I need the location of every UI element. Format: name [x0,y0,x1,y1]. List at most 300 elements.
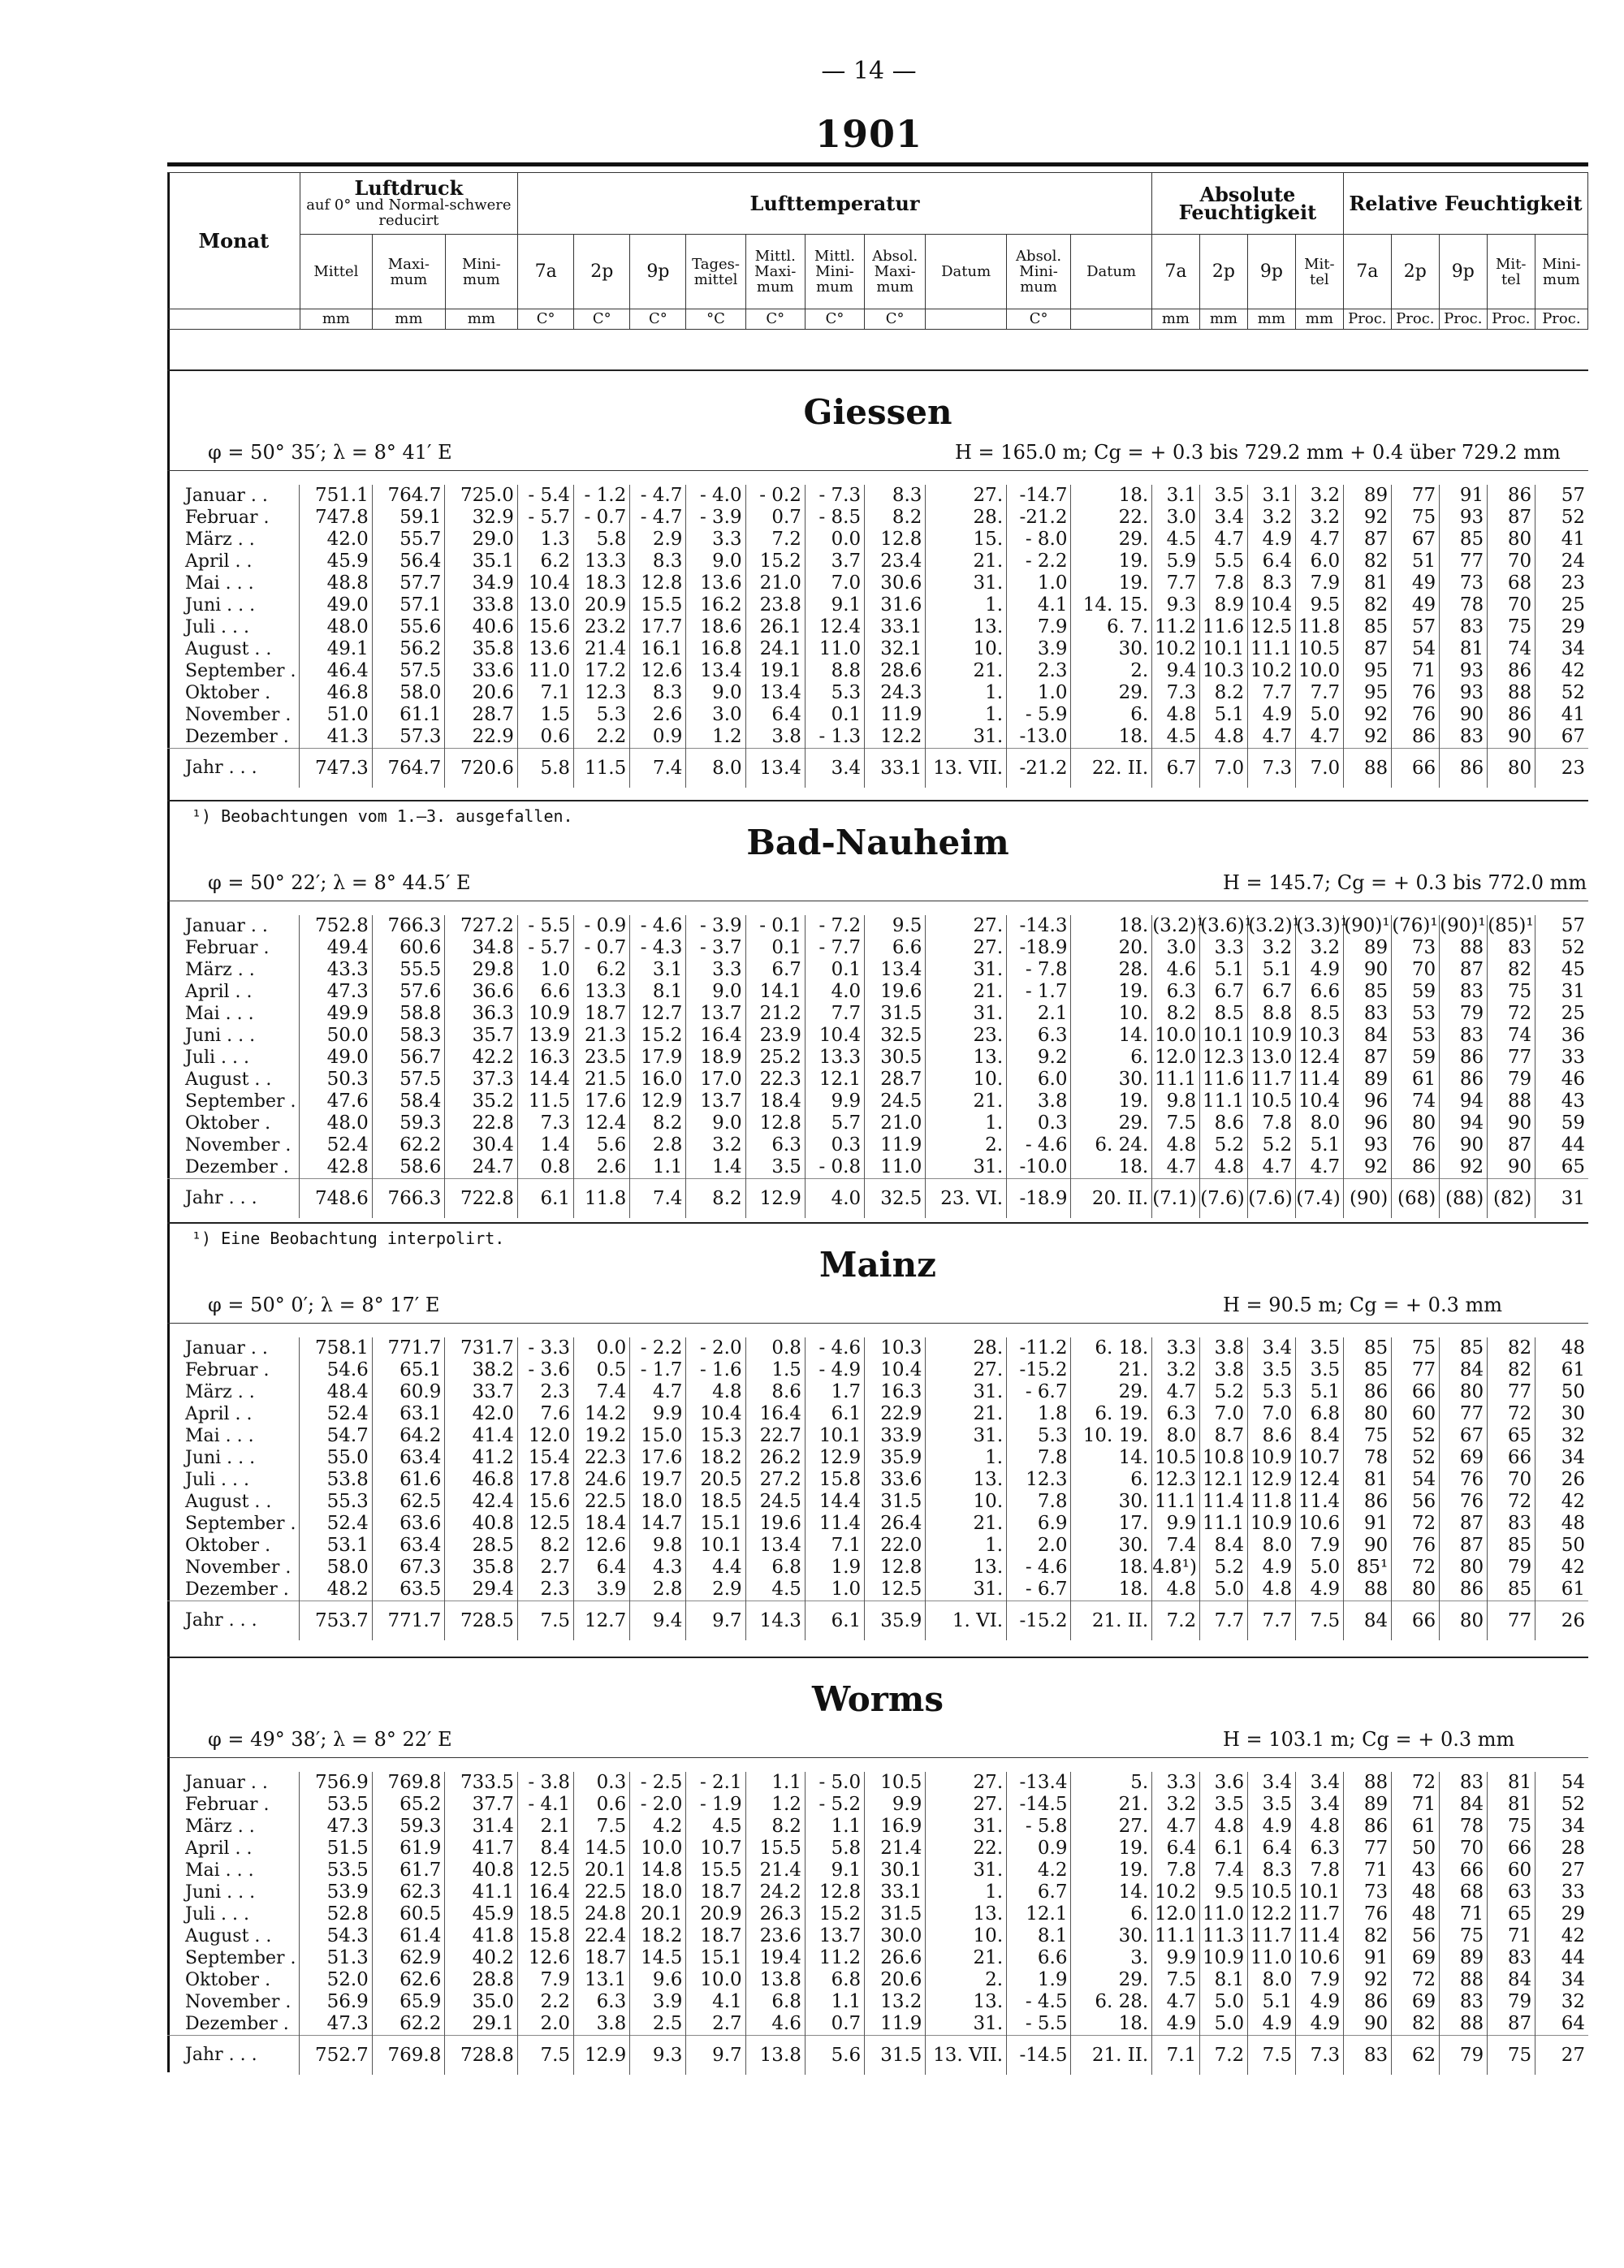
cell-18: 76 [1344,1903,1392,1925]
cell-16: 10.4 [1248,594,1296,616]
cell-11: 13. VII. [926,2036,1007,2076]
cell-16: 3.1 [1248,485,1296,507]
cell-12: 4.1 [1007,594,1071,616]
cell-7: 10.7 [686,1838,745,1860]
cell-21: 79 [1488,1991,1535,2013]
cell-18: 81 [1344,572,1392,594]
cell-19: 73 [1392,937,1440,959]
cell-21: 87 [1488,507,1535,529]
header-col-6: Tages-mittel [686,235,745,309]
cell-12: 8.1 [1007,1925,1071,1947]
cell-21: 82 [1488,1337,1535,1359]
year-total-row [167,1179,1588,1219]
cell-8: 1.5 [745,1359,805,1381]
cell-13: 30. [1071,638,1152,660]
cell-17: 4.9 [1296,959,1344,981]
cell-10: 28.7 [865,1069,926,1091]
cell-19: 80 [1392,1112,1440,1134]
cell-11: 27. [926,1794,1007,1816]
cell-1: 55.3 [300,1491,373,1513]
cell-22: 46 [1535,1069,1588,1091]
cell-16: 8.0 [1248,1535,1296,1557]
cell-9: 12.9 [805,1447,864,1469]
cell-3: 720.6 [445,749,518,788]
cell-10: 33.1 [865,616,926,638]
cell-6: 17.7 [630,616,686,638]
cell-3: 728.8 [445,2036,518,2076]
cell-21: 72 [1488,1403,1535,1425]
cell-10: 12.8 [865,1557,926,1579]
cell-14: 9.3 [1152,594,1200,616]
cell-20: 91 [1440,485,1488,507]
cell-3: 28.5 [445,1535,518,1557]
cell-12: -21.2 [1007,749,1071,788]
cell-5: 22.5 [574,1491,630,1513]
cell-7: 16.8 [686,638,745,660]
cell-22: 52 [1535,507,1588,529]
cell-6: 0.9 [630,726,686,749]
station-height-info: H = 165.0 m; Cg = + 0.3 bis 729.2 mm + 0.4 über 729.2 mm [955,441,1561,464]
cell-21: 75 [1488,1816,1535,1838]
cell-5: 20.9 [574,594,630,616]
cell-13: 29. [1071,1381,1152,1403]
station-height-info: H = 90.5 m; Cg = + 0.3 mm [1223,1294,1502,1316]
cell-12: -11.2 [1007,1337,1071,1359]
cell-7: 3.0 [686,704,745,726]
cell-15: 5.1 [1200,959,1248,981]
cell-7: 10.4 [686,1403,745,1425]
cell-8: 1.1 [745,1772,805,1794]
cell-6: 9.3 [630,2036,686,2076]
cell-9: 0.0 [805,529,864,551]
month-row [167,1991,1588,2013]
cell-10: 21.4 [865,1838,926,1860]
cell-8: 26.1 [745,616,805,638]
cell-10: 11.0 [865,1156,926,1179]
cell-14: 4.7 [1152,1816,1200,1838]
cell-20: 78 [1440,594,1488,616]
cell-17: 4.9 [1296,2013,1344,2036]
month-label: Oktober . [185,1970,271,1990]
cell-13: 6. [1071,1047,1152,1069]
cell-10: 8.2 [865,507,926,529]
cell-4: 0.6 [517,726,573,749]
cell-7: 10.1 [686,1535,745,1557]
cell-8: 22.3 [745,1069,805,1091]
cell-17: 8.5 [1296,1003,1344,1025]
cell-5: 7.5 [574,1816,630,1838]
cell-12: -10.0 [1007,1156,1071,1179]
cell-15: 11.0 [1200,1903,1248,1925]
cell-14: 9.4 [1152,660,1200,682]
cell-22: 34 [1535,1447,1588,1469]
cell-21: 82 [1488,959,1535,981]
cell-17: 11.7 [1296,1903,1344,1925]
cell-16: 4.7 [1248,1156,1296,1179]
cell-11: 1. [926,1112,1007,1134]
cell-8: 14.1 [745,981,805,1003]
cell-10: 23.4 [865,551,926,572]
cell-20: 88 [1440,937,1488,959]
cell-2: 63.4 [372,1535,445,1557]
cell-19: 76 [1392,704,1440,726]
cell-2: 766.3 [372,915,445,937]
cell-3: 35.8 [445,1557,518,1579]
cell-13: 29. [1071,529,1152,551]
station-coordinates: φ = 50° 35′; λ = 8° 41′ E [208,441,452,464]
cell-7: 17.0 [686,1069,745,1091]
cell-14: 7.5 [1152,1112,1200,1134]
cell-12: - 6.7 [1007,1579,1071,1601]
station-block-bad-nauheim [167,800,1588,1222]
cell-16: 12.2 [1248,1903,1296,1925]
cell-4: 16.4 [517,1881,573,1903]
cell-3: 35.0 [445,1991,518,2013]
cell-12: - 2.2 [1007,551,1071,572]
cell-5: - 0.7 [574,937,630,959]
cell-10: 12.2 [865,726,926,749]
cell-18: 86 [1344,1381,1392,1403]
cell-4: 12.6 [517,1947,573,1969]
cell-8: 25.2 [745,1047,805,1069]
month-row [167,1156,1588,1179]
station-data-table [167,1337,1588,1640]
cell-20: 87 [1440,1535,1488,1557]
cell-19: 52 [1392,1425,1440,1447]
cell-19: 54 [1392,1469,1440,1491]
cell-13: 29. [1071,1969,1152,1991]
cell-1: 54.7 [300,1425,373,1447]
cell-8: 19.1 [745,660,805,682]
cell-3: 35.8 [445,638,518,660]
cell-2: 64.2 [372,1425,445,1447]
cell-5: 13.3 [574,551,630,572]
cell-3: 29.4 [445,1579,518,1601]
cell-9: - 7.7 [805,937,864,959]
cell-10: 35.9 [865,1447,926,1469]
station-rule [167,1323,1588,1324]
cell-1: 55.0 [300,1447,373,1469]
cell-19: 75 [1392,1337,1440,1359]
cell-1: 47.6 [300,1091,373,1112]
header-col-14: 2p [1199,235,1247,309]
cell-5: 12.3 [574,682,630,704]
cell-14: 4.5 [1152,726,1200,749]
cell-11: 1. VI. [926,1601,1007,1641]
cell-4: 15.8 [517,1925,573,1947]
cell-11: 31. [926,726,1007,749]
cell-17: 10.7 [1296,1447,1344,1469]
month-label: Juli . . . [185,617,250,637]
cell-4: - 3.6 [517,1359,573,1381]
cell-17: 7.0 [1296,749,1344,788]
cell-8: 3.8 [745,726,805,749]
cell-18: 92 [1344,726,1392,749]
month-row [167,1925,1588,1947]
cell-1: 47.3 [300,2013,373,2036]
cell-17: 9.5 [1296,594,1344,616]
cell-17: 7.9 [1296,1535,1344,1557]
cell-11: 13. [926,1469,1007,1491]
month-row [167,937,1588,959]
cell-13: 30. [1071,1925,1152,1947]
cell-10: 11.9 [865,704,926,726]
cell-4: 6.6 [517,981,573,1003]
cell-13: 17. [1071,1513,1152,1535]
page-year: 1901 [814,112,923,156]
cell-19: 72 [1392,1969,1440,1991]
cell-1: 49.4 [300,937,373,959]
cell-16: 5.2 [1248,1134,1296,1156]
cell-9: 6.1 [805,1403,864,1425]
cell-13: 3. [1071,1947,1152,1969]
cell-16: 10.9 [1248,1447,1296,1469]
cell-13: 18. [1071,1156,1152,1179]
cell-5: 0.5 [574,1359,630,1381]
cell-1: 41.3 [300,726,373,749]
month-row [167,1860,1588,1881]
cell-6: 16.1 [630,638,686,660]
cell-14: 7.3 [1152,682,1200,704]
cell-6: 16.0 [630,1069,686,1091]
cell-21: 84 [1488,1969,1535,1991]
month-row [167,726,1588,749]
cell-8: 24.5 [745,1491,805,1513]
cell-3: 41.2 [445,1447,518,1469]
cell-5: 13.1 [574,1969,630,1991]
cell-21: 75 [1488,981,1535,1003]
cell-15: 11.4 [1200,1491,1248,1513]
cell-6: 9.9 [630,1403,686,1425]
month-label: Oktober . [185,683,271,703]
header-unit-3: C° [518,309,574,330]
station-height-info: H = 145.7; Cg = + 0.3 bis 772.0 mm [1223,871,1587,894]
cell-20: 79 [1440,2036,1488,2076]
cell-13: 21. II. [1071,2036,1152,2076]
cell-1: 52.4 [300,1134,373,1156]
cell-3: 35.7 [445,1025,518,1047]
cell-12: -21.2 [1007,507,1071,529]
cell-22: 48 [1535,1513,1588,1535]
cell-18: 89 [1344,1794,1392,1816]
month-label: Oktober . [185,1113,271,1134]
cell-8: 15.2 [745,551,805,572]
cell-18: 84 [1344,1025,1392,1047]
cell-8: 18.4 [745,1091,805,1112]
cell-8: 4.6 [745,2013,805,2036]
cell-17: 3.4 [1296,1794,1344,1816]
cell-10: 16.9 [865,1816,926,1838]
cell-7: 15.5 [686,1860,745,1881]
header-unit-6: °C [686,309,745,330]
header-col-10: Datum [926,235,1007,309]
month-label: Februar . [185,1795,270,1815]
cell-9: 12.8 [805,1881,864,1903]
cell-22: 42 [1535,1557,1588,1579]
cell-6: - 2.0 [630,1794,686,1816]
cell-7: - 1.9 [686,1794,745,1816]
cell-17: 4.9 [1296,1991,1344,2013]
cell-11: 21. [926,660,1007,682]
cell-8: 26.2 [745,1447,805,1469]
cell-12: 7.8 [1007,1491,1071,1513]
cell-22: 25 [1535,1003,1588,1025]
cell-17: 12.4 [1296,1047,1344,1069]
cell-18: 92 [1344,1156,1392,1179]
cell-6: 15.5 [630,594,686,616]
cell-21: 63 [1488,1881,1535,1903]
cell-9: 5.7 [805,1112,864,1134]
cell-8: - 0.1 [745,915,805,937]
month-label: Januar . . [185,486,268,506]
cell-6: - 2.2 [630,1337,686,1359]
cell-12: 0.3 [1007,1112,1071,1134]
month-row [167,551,1588,572]
cell-9: 0.1 [805,959,864,981]
cell-2: 63.6 [372,1513,445,1535]
cell-15: 7.8 [1200,572,1248,594]
cell-9: - 8.5 [805,507,864,529]
cell-2: 62.2 [372,1134,445,1156]
cell-2: 58.4 [372,1091,445,1112]
cell-7: - 1.6 [686,1359,745,1381]
cell-14: 3.2 [1152,1794,1200,1816]
cell-12: -14.3 [1007,915,1071,937]
cell-14: 6.7 [1152,749,1200,788]
cell-4: - 3.3 [517,1337,573,1359]
cell-14: 12.3 [1152,1469,1200,1491]
month-row [167,1047,1588,1069]
cell-5: 24.6 [574,1469,630,1491]
cell-11: 1. [926,1535,1007,1557]
cell-21: 83 [1488,1947,1535,1969]
cell-9: 9.9 [805,1091,864,1112]
cell-2: 769.8 [372,1772,445,1794]
cell-2: 771.7 [372,1337,445,1359]
cell-5: - 0.7 [574,507,630,529]
year-total-row [167,1601,1588,1641]
cell-10: 13.2 [865,1991,926,2013]
cell-6: 4.2 [630,1816,686,1838]
cell-15: 7.0 [1200,1403,1248,1425]
cell-3: 40.8 [445,1513,518,1535]
cell-6: 8.2 [630,1112,686,1134]
cell-21: 77 [1488,1601,1535,1641]
cell-3: 46.8 [445,1469,518,1491]
cell-18: 89 [1344,485,1392,507]
header-unit-19: Proc. [1439,309,1487,330]
month-label: Februar . [185,938,270,958]
cell-10: 22.9 [865,1403,926,1425]
cell-1: 51.0 [300,704,373,726]
month-label: Januar . . [185,916,268,936]
cell-1: 49.0 [300,594,373,616]
cell-15: 6.1 [1200,1838,1248,1860]
cell-10: 31.5 [865,2036,926,2076]
cell-21: 86 [1488,660,1535,682]
cell-11: 31. [926,959,1007,981]
cell-8: 15.5 [745,1838,805,1860]
cell-5: 3.8 [574,2013,630,2036]
cell-22: 29 [1535,616,1588,638]
cell-4: 7.6 [517,1403,573,1425]
cell-5: 6.4 [574,1557,630,1579]
cell-16: 7.7 [1248,1601,1296,1641]
cell-4: 1.5 [517,704,573,726]
cell-13: 14. 15. [1071,594,1152,616]
cell-2: 65.9 [372,1991,445,2013]
cell-11: 2. [926,1134,1007,1156]
cell-16: 7.3 [1248,749,1296,788]
month-label: Februar . [185,1360,270,1380]
cell-11: 1. [926,704,1007,726]
cell-10: 31.5 [865,1491,926,1513]
cell-12: 12.3 [1007,1469,1071,1491]
year-total-row [167,749,1588,788]
month-label: September . [185,661,296,681]
cell-20: 90 [1440,1134,1488,1156]
cell-8: 21.2 [745,1003,805,1025]
cell-16: 11.8 [1248,1491,1296,1513]
cell-17: 11.4 [1296,1069,1344,1091]
cell-21: 87 [1488,2013,1535,2036]
cell-9: 14.4 [805,1491,864,1513]
month-row [167,1403,1588,1425]
header-unit-2: mm [445,309,517,330]
cell-2: 57.5 [372,1069,445,1091]
cell-15: 8.7 [1200,1425,1248,1447]
cell-10: 13.4 [865,959,926,981]
cell-11: 31. [926,1381,1007,1403]
cell-13: 19. [1071,572,1152,594]
cell-18: 82 [1344,1925,1392,1947]
cell-10: 30.6 [865,572,926,594]
header-col-4: 2p [574,235,630,309]
cell-12: 2.3 [1007,660,1071,682]
station-height-info: H = 103.1 m; Cg = + 0.3 mm [1223,1728,1515,1751]
cell-8: 16.4 [745,1403,805,1425]
cell-7: 20.9 [686,1903,745,1925]
cell-5: 18.7 [574,1003,630,1025]
cell-9: - 0.8 [805,1156,864,1179]
cell-3: 733.5 [445,1772,518,1794]
cell-1: 49.0 [300,1047,373,1069]
cell-11: 28. [926,507,1007,529]
cell-12: 6.7 [1007,1881,1071,1903]
cell-22: 45 [1535,959,1588,981]
cell-20: 87 [1440,959,1488,981]
cell-1: 58.0 [300,1557,373,1579]
cell-13: 29. [1071,682,1152,704]
cell-20: 76 [1440,1469,1488,1491]
cell-13: 2. [1071,660,1152,682]
cell-19: 59 [1392,1047,1440,1069]
cell-9: 13.3 [805,1047,864,1069]
cell-5: 5.6 [574,1134,630,1156]
cell-3: 40.2 [445,1947,518,1969]
cell-4: - 5.7 [517,937,573,959]
cell-14: 4.5 [1152,529,1200,551]
cell-15: 5.5 [1200,551,1248,572]
cell-8: 8.2 [745,1816,805,1838]
cell-8: 19.6 [745,1513,805,1535]
cell-5: 18.3 [574,572,630,594]
cell-14: 11.1 [1152,1925,1200,1947]
cell-2: 764.7 [372,485,445,507]
cell-22: 65 [1535,1156,1588,1179]
cell-11: 31. [926,1816,1007,1838]
cell-3: 32.9 [445,507,518,529]
